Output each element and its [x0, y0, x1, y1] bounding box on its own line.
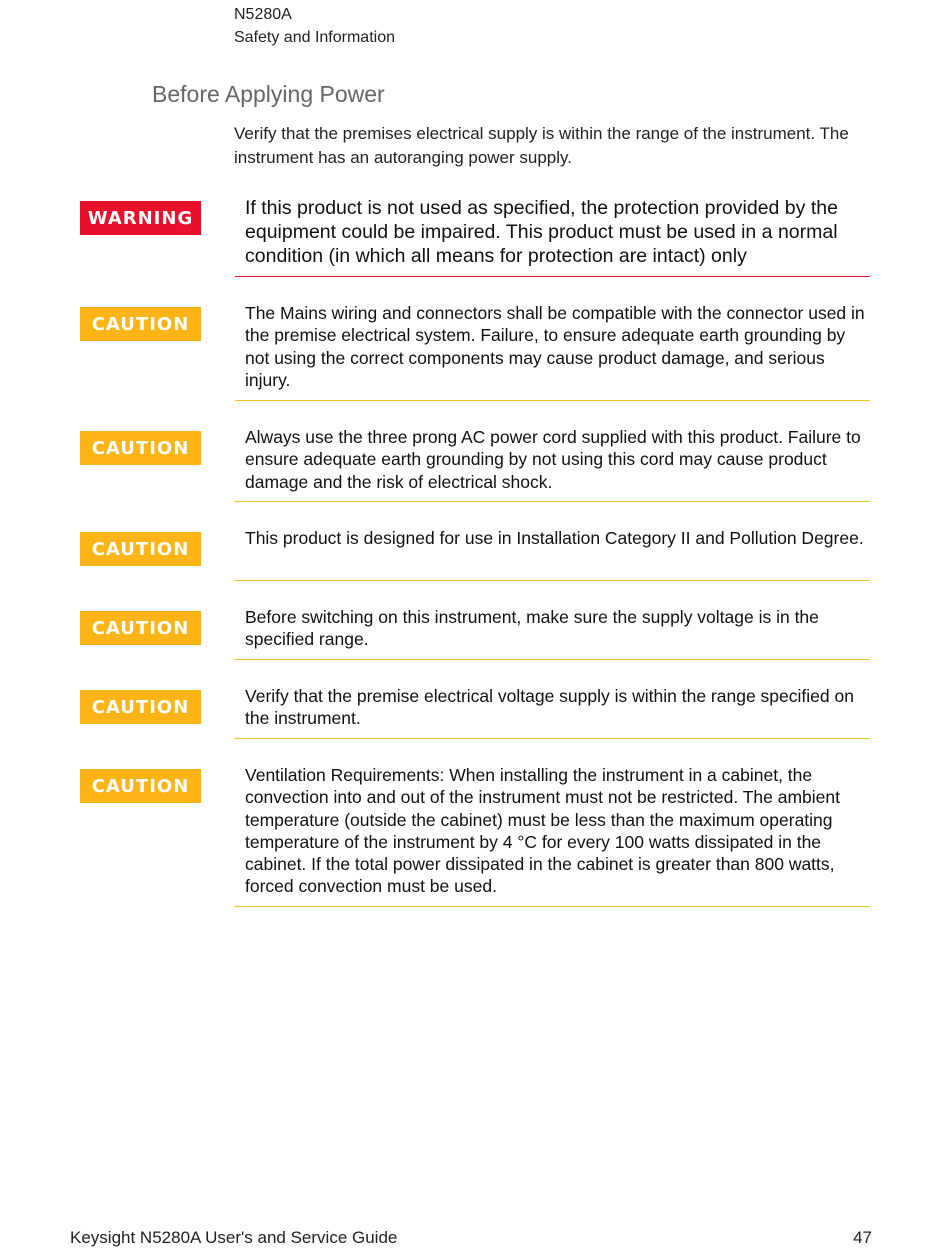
footer-guide-title: Keysight N5280A User's and Service Guide [70, 1228, 398, 1247]
footer-page-number: 47 [853, 1228, 872, 1247]
caution-text: Ventilation Requirements: When installing the instrument in a cabinet, the convection into and out of the instrument must not be restricted. The ambient temperature (outside the cabinet) must be less than the maximum operating temperature of the instrument by 4 °C for every 100 watts dissipated in the cabinet. If the total power dissipated in the cabinet is greater than 800 watts, forced convection must be used. [245, 765, 841, 897]
caution-text: Before switching on this instrument, make sure the supply voltage is in the specified range. [245, 607, 819, 650]
caution-badge: CAUTION [80, 611, 201, 645]
header-chapter: Safety and Information [234, 29, 395, 46]
caution-badge: CAUTION [80, 431, 201, 465]
caution-text: The Mains wiring and connectors shall be compatible with the connector used in the premise electrical system. Failure, to ensure adequate earth grounding by not using the correct components may cause product damage, and serious injury. [245, 303, 865, 390]
caution-text: Always use the three prong AC power cord supplied with this product. Failure to ensure adequate earth grounding by not using this cord may cause product damage and the risk of electrical shock. [245, 427, 861, 492]
caution-divider [235, 738, 870, 739]
header-model: N5280A [234, 6, 292, 23]
caution-badge: CAUTION [80, 307, 201, 341]
caution-badge: CAUTION [80, 532, 201, 566]
caution-text: Verify that the premise electrical voltage supply is within the range specified on the instrument. [245, 686, 854, 729]
section-intro: Verify that the premises electrical supply is within the range of the instrument. The instrument has an autoranging power supply. [234, 124, 849, 167]
caution-divider [235, 501, 870, 502]
caution-divider [235, 659, 870, 660]
warning-text: If this product is not used as specified, the protection provided by the equipment could be impaired. This product must be used in a normal condition (in which all means for protection are intact) only [245, 197, 838, 267]
page-header [234, 3, 395, 49]
warning-badge: WARNING [80, 201, 201, 235]
caution-divider [235, 906, 870, 907]
caution-text: This product is designed for use in Installation Category II and Pollution Degree. [245, 528, 864, 548]
caution-divider [235, 580, 870, 581]
caution-badge: CAUTION [80, 769, 201, 803]
section-title: Before Applying Power [152, 81, 385, 107]
warning-divider [235, 276, 870, 277]
caution-divider [235, 400, 870, 401]
caution-badge: CAUTION [80, 690, 201, 724]
